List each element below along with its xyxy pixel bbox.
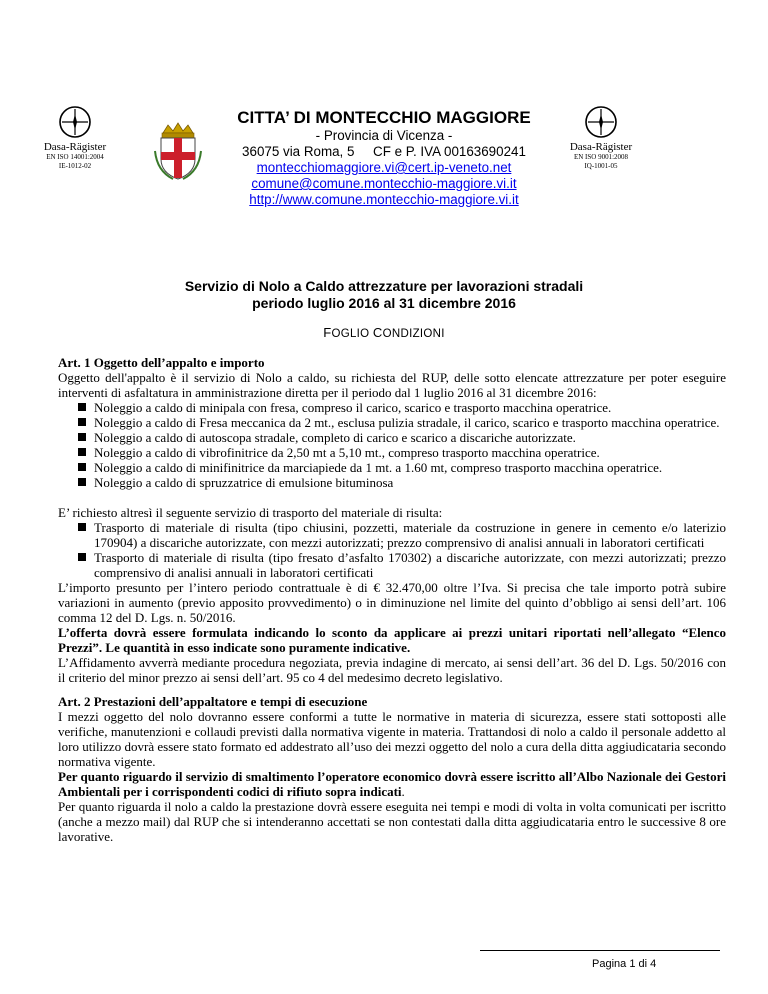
certification-circle-icon xyxy=(57,104,93,140)
document-subject xyxy=(0,278,768,312)
rental-items-list xyxy=(58,400,726,490)
logo-cert-code: IE-1012-02 xyxy=(58,162,92,170)
pec-email-link[interactable]: montecchiomaggiore.vi@cert.ip-veneto.net xyxy=(256,160,512,175)
certification-circle-icon xyxy=(583,104,619,140)
list-item: Noleggio a caldo di minifinitrice da marciapiede da 1 mt. a 1.60 mt, compreso trasporto macchina operatrice. xyxy=(94,460,726,475)
art1-heading: Art. 1 Oggetto dell’appalto e importo xyxy=(58,355,265,370)
logo-cert-standard: EN ISO 14001:2004 xyxy=(46,153,104,161)
website-link[interactable]: http://www.comune.montecchio-maggiore.vi.it xyxy=(249,192,519,207)
logo-brand: Dasa-Rägister xyxy=(43,141,107,153)
offer-paragraph: L’offerta dovrà essere formulata indicando lo sconto da applicare ai prezzi unitari riportati nell’allegato “Elenco Prezzi”. Le quantità in esso indicate sono puramente indicative. xyxy=(58,625,726,655)
address-line: 36075 via Roma, 5 CF e P. IVA 00163690241 xyxy=(242,144,526,159)
subject-line-1: Servizio di Nolo a Caldo attrezzature per lavorazioni stradali xyxy=(184,278,584,294)
subject-line-2: periodo luglio 2016 al 31 dicembre 2016 xyxy=(252,295,516,311)
page-footer xyxy=(0,950,768,976)
art2-paragraph-1: I mezzi oggetto del nolo dovranno essere conformi a tutte le normative in materia di sicurezza, essere stati sottoposti alle verifiche, manutenzioni e collaudi previsti dalla normativa vigente in materia. Trattandosi di nolo a caldo il personale addetto al loro utilizzo dovrà essere stato formato ed addestrato all’uso dei mezzi oggetto del nolo a cura della ditta aggiudicataria secondo normativa vigente. xyxy=(58,709,726,769)
art1-intro: Oggetto dell'appalto è il servizio di Nolo a caldo, su richiesta del RUP, delle sotto elencate attrezzature per poter eseguire interventi di asfaltatura in amministrazione diretta per il periodo dal 1 luglio 2016 al 31 dicembre 2016: xyxy=(58,370,726,400)
list-item: Noleggio a caldo di autoscopa stradale, completo di carico e scarico a discariche autorizzate. xyxy=(94,430,726,445)
email-link[interactable]: comune@comune.montecchio-maggiore.vi.it xyxy=(251,176,517,191)
logo-brand: Dasa-Rägister xyxy=(569,141,633,153)
list-item: Noleggio a caldo di minipala con fresa, compreso il carico, scarico e trasporto macchina operatrice. xyxy=(94,400,726,415)
transport-intro: E’ richiesto altresì il seguente servizio di trasporto del materiale di risulta: xyxy=(58,505,443,520)
art2-heading: Art. 2 Prestazioni dell’appaltatore e tempi di esecuzione xyxy=(58,694,368,709)
province-line: - Provincia di Vicenza - xyxy=(315,128,453,143)
municipal-crest-icon xyxy=(153,121,203,181)
logo-cert-code: IQ-1001-05 xyxy=(584,162,618,170)
list-item: Trasporto di materiale di risulta (tipo chiusini, pozzetti, materiale da costruzione in genere in cemento e/o laterizio 170904) a discariche autorizzate, con mezzi autorizzati; prezzo comprensivo di analisi annuali in laboratori certificati xyxy=(94,520,726,550)
document-body xyxy=(58,355,726,844)
list-item: Noleggio a caldo di vibrofinitrice da 2,50 mt a 5,10 mt., compreso trasporto macchina operatrice. xyxy=(94,445,726,460)
municipality-header xyxy=(214,108,554,208)
logo-cert-standard: EN ISO 9001:2008 xyxy=(573,153,629,161)
list-item: Noleggio a caldo di Fresa meccanica da 2 mt., esclusa pulizia stradale, il carico, scarico e trasporto macchina operatrice. xyxy=(94,415,726,430)
document-type-label: FOGLIO CONDIZIONI xyxy=(323,325,445,340)
amount-paragraph: L’importo presunto per l’intero periodo contrattuale è di € 32.470,00 oltre l’Iva. Si precisa che tale importo potrà subire variazioni in aumento (previo apposito provvedimento) o in diminuzione nel limite del quinto d’obbligo ai sensi dell’art. 106 comma 12 del D. Lgs. n. 50/2016. xyxy=(58,580,726,625)
list-item: Trasporto di materiale di risulta (tipo fresato d’asfalto 170302) a discariche autorizzate, con mezzi autorizzati; prezzo comprensivo di analisi annuali in laboratori certificati xyxy=(94,550,726,580)
footer-divider xyxy=(480,950,720,951)
municipality-name: CITTA’ DI MONTECCHIO MAGGIORE xyxy=(237,108,531,127)
award-paragraph: L’Affidamento avverrà mediante procedura negoziata, previa indagine di mercato, ai sensi dell’art. 36 del D. Lgs. 50/2016 con il criterio del minor prezzo ai sensi dell’art. 95 co 4 del medesimo decreto legislativo. xyxy=(58,655,726,685)
page-number: Pagina 1 di 4 xyxy=(592,958,657,970)
art2-paragraph-3: Per quanto riguarda il nolo a caldo la prestazione dovrà essere eseguita nei tempi e modi di volta in volta comunicati per iscritto (anche a mezzo mail) dal RUP che si intenderanno accettati se non contestati dalla ditta aggiudicataria entro le successive 8 ore lavorative. xyxy=(58,799,726,844)
left-certification-logo xyxy=(30,104,120,171)
art2-paragraph-2: Per quanto riguardo il servizio di smaltimento l’operatore economico dovrà essere iscritto all’Albo Nazionale dei Gestori Ambientali per i corrispondenti codici di rifiuto sopra indicati. xyxy=(58,769,726,799)
transport-items-list xyxy=(58,520,726,580)
list-item: Noleggio a caldo di spruzzatrice di emulsione bituminosa xyxy=(94,475,726,490)
right-certification-logo xyxy=(556,104,646,171)
